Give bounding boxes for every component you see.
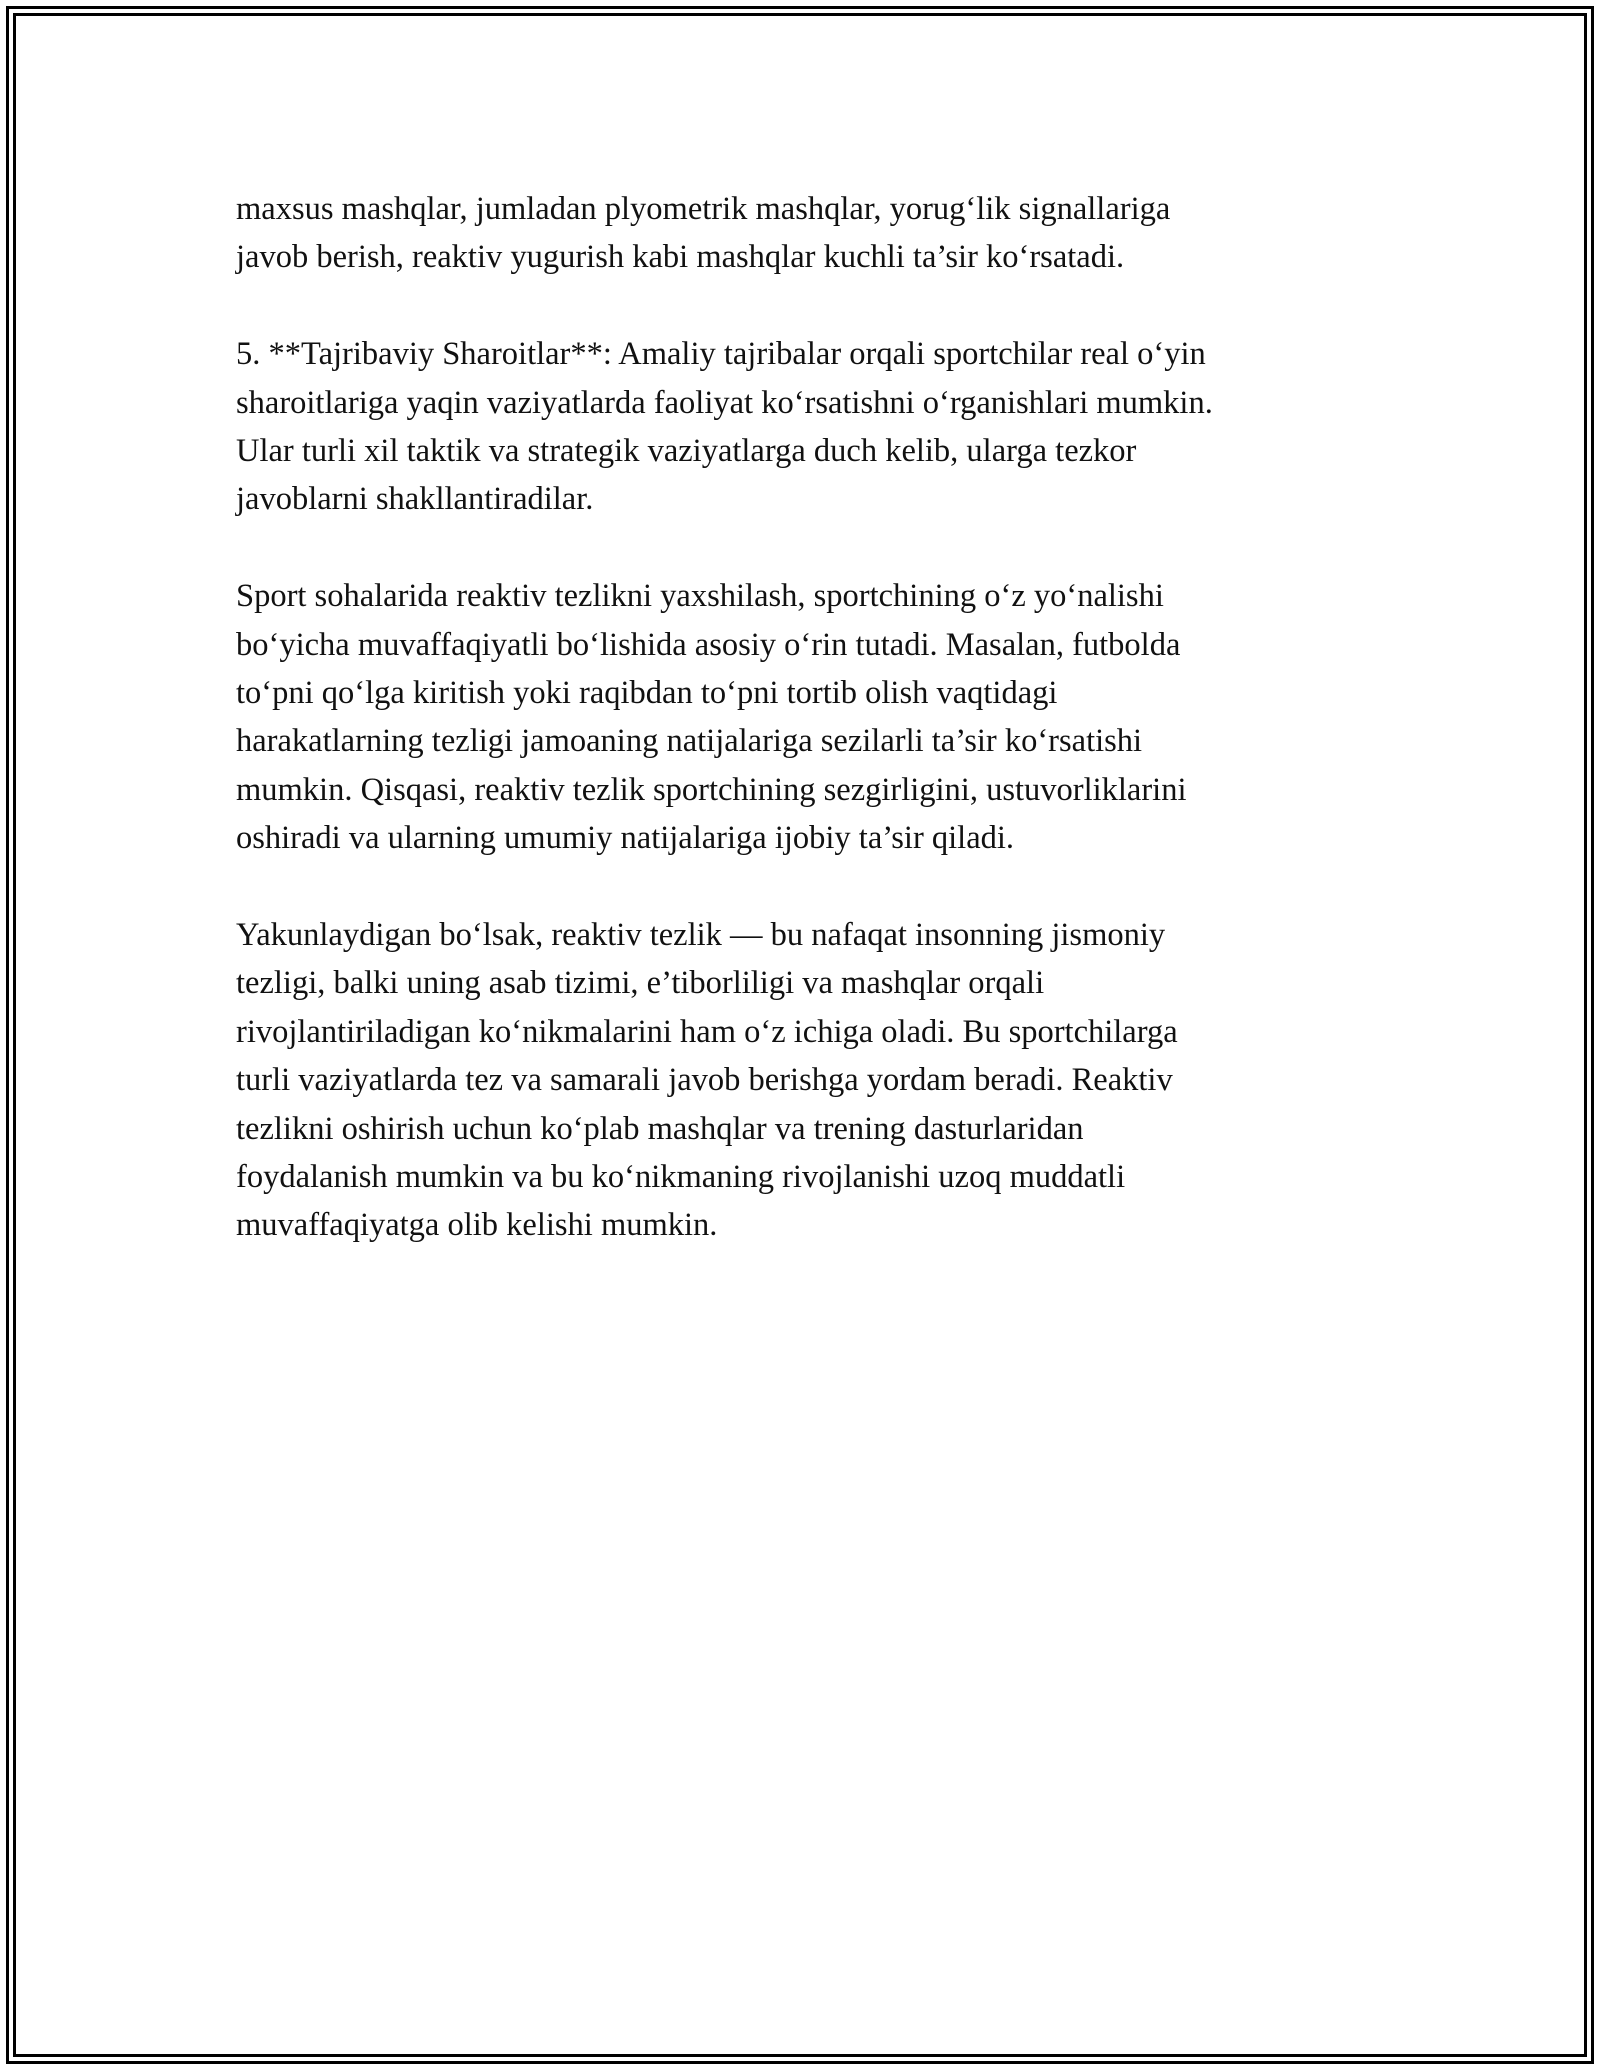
text-line: tezlikni oshirish uchun ko‘plab mashqlar va trening dasturlaridan	[236, 1110, 1084, 1147]
text-line: tezligi, balki uning asab tizimi, e’tiborliligi va mashqlar orqali	[236, 965, 1045, 1002]
text-line: harakatlarning tezligi jamoaning natijalariga sezilarli ta’sir ko‘rsatishi	[236, 723, 1143, 760]
paragraph-sport-fields	[236, 572, 1376, 862]
text-line: oshiradi va ularning umumiy natijalariga ijobiy ta’sir qiladi.	[236, 820, 1015, 857]
text-line: to‘pni qo‘lga kiritish yoki raqibdan to‘pni tortib olish vaqtidagi	[236, 675, 1058, 712]
text-line: Yakunlaydigan bo‘lsak, reaktiv tezlik — bu nafaqat insonning jismoniy	[236, 917, 1166, 954]
text-line: bo‘yicha muvaffaqiyatli bo‘lishida asosiy o‘rin tutadi. Masalan, futbolda	[236, 626, 1181, 663]
text-line: javob berish, reaktiv yugurish kabi mashqlar kuchli ta’sir ko‘rsatadi.	[236, 239, 1125, 276]
text-line: turli vaziyatlarda tez va samarali javob berishga yordam beradi. Reaktiv	[236, 1062, 1173, 1099]
text-line: sharoitlariga yaqin vaziyatlarda faoliyat ko‘rsatishni o‘rganishlari mumkin.	[236, 384, 1213, 421]
text-line: mumkin. Qisqasi, reaktiv tezlik sportchining sezgirligini, ustuvorliklarini	[236, 771, 1187, 808]
text-line: rivojlantiriladigan ko‘nikmalarini ham o‘z ichiga oladi. Bu sportchilarga	[236, 1013, 1178, 1050]
paragraph-exercises-continuation	[236, 185, 1376, 282]
text-line: muvaffaqiyatga olib kelishi mumkin.	[236, 1207, 718, 1244]
text-line: maxsus mashqlar, jumladan plyometrik mashqlar, yorug‘lik signallariga	[236, 191, 1171, 227]
text-line: 5. **Tajribaviy Sharoitlar**: Amaliy tajribalar orqali sportchilar real o‘yin	[236, 336, 1206, 373]
paragraph-practical-conditions	[236, 330, 1376, 524]
text-line: javoblarni shakllantiradilar.	[236, 481, 594, 518]
paragraph-conclusion	[236, 911, 1376, 1250]
text-line: Sport sohalarida reaktiv tezlikni yaxshilash, sportchining o‘z yo‘nalishi	[236, 578, 1164, 615]
text-line: Ular turli xil taktik va strategik vaziyatlarga duch kelib, ularga tezkor	[236, 433, 1137, 470]
text-line: foydalanish mumkin va bu ko‘nikmaning rivojlanishi uzoq muddatli	[236, 1159, 1126, 1196]
document-body	[236, 185, 1376, 1298]
